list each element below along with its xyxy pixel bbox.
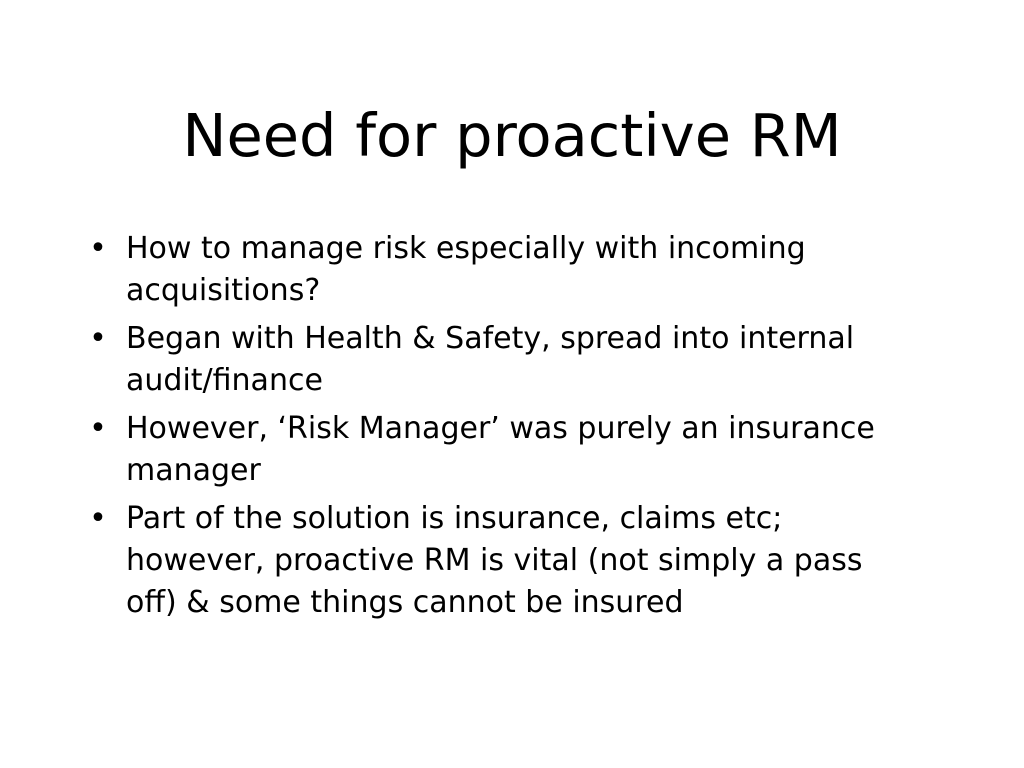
- bullet-text: Part of the solution is insurance, claims etc; however, proactive RM is vital (not simply a pass off) & some things cannot be insured: [126, 501, 863, 620]
- bullet-text: However, ‘Risk Manager’ was purely an insurance manager: [126, 411, 875, 488]
- bullet-item: [88, 498, 918, 624]
- bullet-dot-icon: •: [89, 501, 107, 536]
- bullet-item: [88, 318, 918, 402]
- bullet-dot-icon: •: [89, 411, 107, 446]
- bullet-list: [88, 228, 918, 630]
- bullet-dot-icon: •: [89, 231, 107, 266]
- bullet-item: [88, 408, 918, 492]
- bullet-dot-icon: •: [89, 321, 107, 356]
- bullet-item: [88, 228, 918, 312]
- bullet-text: Began with Health & Safety, spread into internal audit/finance: [126, 321, 855, 398]
- slide-title: Need for proactive RM: [182, 101, 842, 170]
- bullet-text: How to manage risk especially with incoming acquisitions?: [126, 231, 806, 308]
